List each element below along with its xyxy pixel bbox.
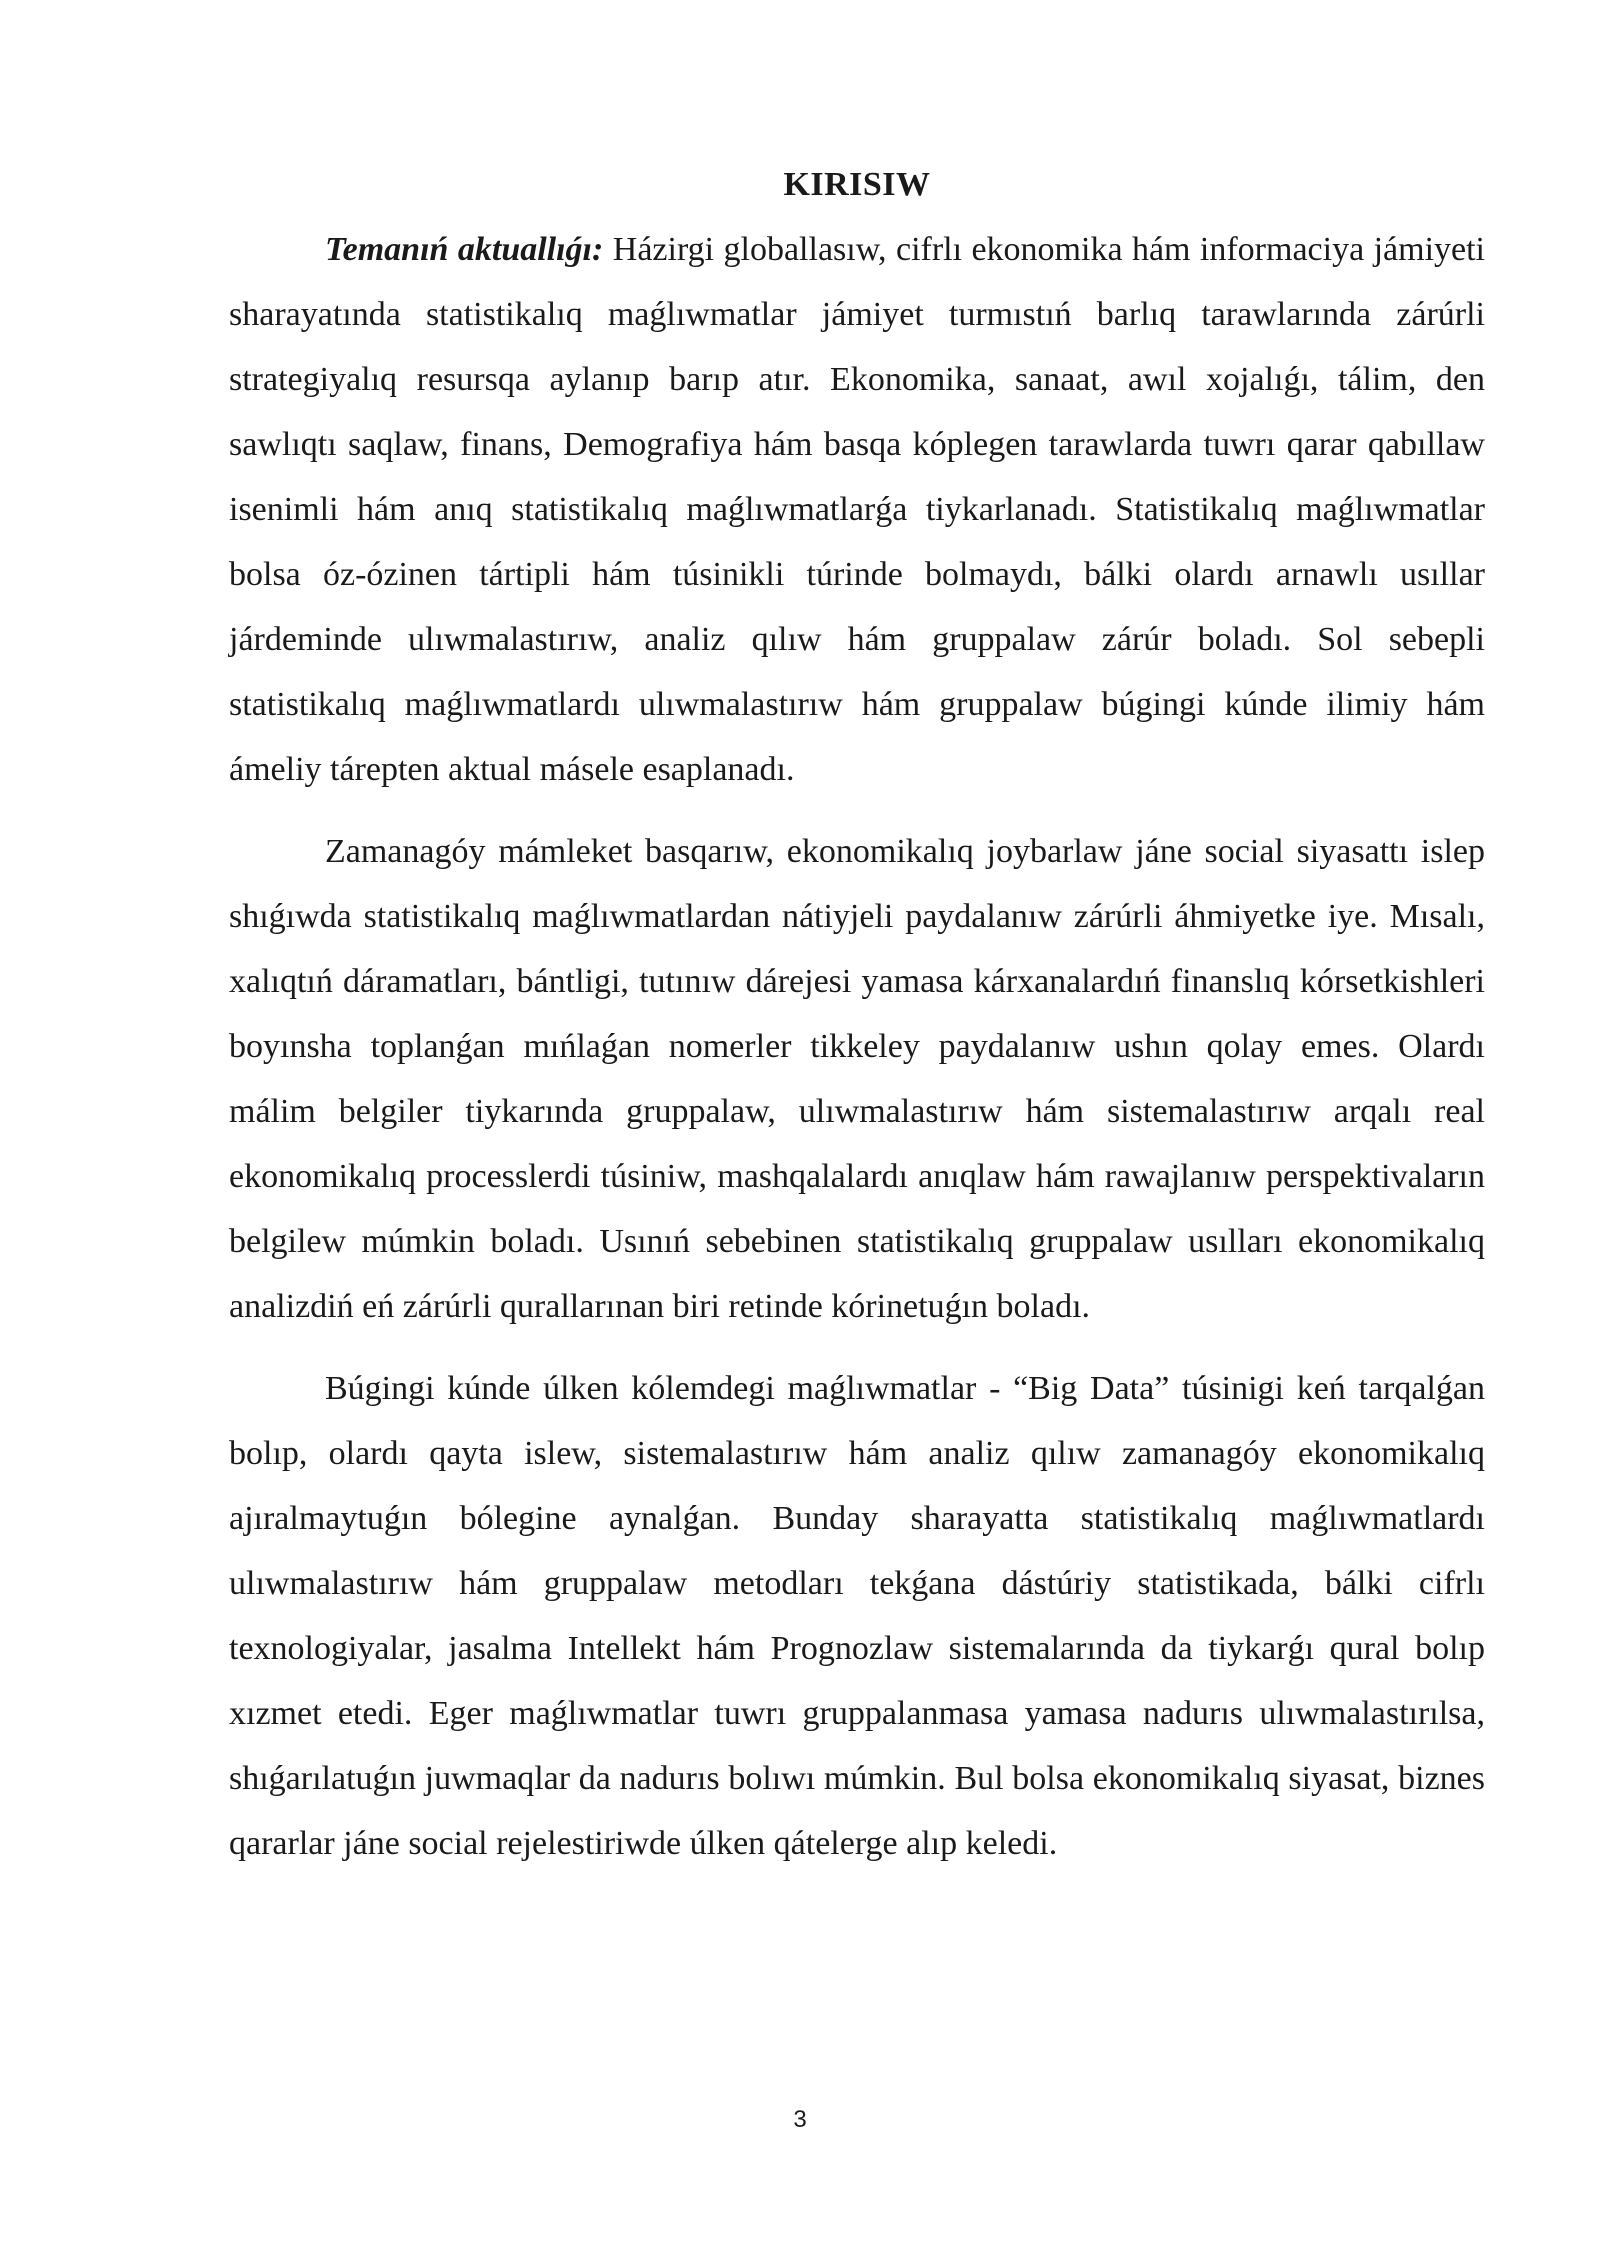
paragraph-text: Zamanagóy mámleket basqarıw, ekonomikalıq joybarlaw jáne social siyasattı islep shıǵıwda statistikalıq maǵlıwmatlardan nátiyjeli paydalanıw zárúrli áhmiyetke iye. Mısalı, xalıqtıń dáramatları, bántligi, tutınıw dárejesi yamasa kárxanalardıń finanslıq kórsetkishleri boyınsha toplanǵan mıńlaǵan nomerler tikkeley paydalanıw ushın qolay emes. Olardı málim belgiler tiykarında gruppalaw, ulıwmalastırıw hám sistemalastırıw arqalı real ekonomikalıq processlerdi túsiniw, mashqalalardı anıqlaw hám rawajlanıw perspektivaların belgilew múmkin boladı. Usınıń sebebinen statistikalıq gruppalaw usılları ekonomikalıq analizdiń eń zárúrli qurallarınan biri retinde kórinetuǵın boladı. [229, 833, 1485, 1325]
paragraph-3 [229, 1356, 1485, 1876]
section-title: KIRISIW [783, 166, 931, 203]
paragraph-text: Búgingi kúnde úlken kólemdegi maǵlıwmatlar - “Big Data” túsinigi keń tarqalǵan bolıp, olardı qayta islew, sistemalastırıw hám analiz qılıw zamanagóy ekonomikalıq ajıralmaytuǵın bólegine aynalǵan. Bunday sharayatta statistikalıq maǵlıwmatlardı ulıwmalastırıw hám gruppalaw metodları tekǵana dástúriy statistikada, bálki cifrlı texnologiyalar, jasalma Intellekt hám Prognozlaw sistemalarında da tiykarǵı qural bolıp xızmet etedi. Eger maǵlıwmatlar tuwrı gruppalanmasa yamasa nadurıs ulıwmalastırılsa, shıǵarılatuǵın juwmaqlar da nadurıs bolıwı múmkin. Bul bolsa ekonomikalıq siyasat, biznes qararlar jáne social rejelestiriwde úlken qátelerge alıp keledi. [229, 1370, 1485, 1862]
page-content [229, 165, 1485, 1876]
paragraph-text: Házirgi globallasıw, cifrlı ekonomika hám informaciya jámiyeti sharayatında statistikalıq maǵlıwmatlar jámiyet turmıstıń barlıq tarawlarında zárúrli strategiyalıq resursqa aylanıp barıp atır. Ekonomika, sanaat, awıl xojalıǵı, tálim, den sawlıqtı saqlaw, finans, Demografiya hám basqa kóplegen tarawlarda tuwrı qarar qabıllaw isenimli hám anıq statistikalıq maǵlıwmatlarǵa tiykarlanadı. Statistikalıq maǵlıwmatlar bolsa óz-ózinen tártipli hám túsinikli túrinde bolmaydı, bálki olardı arnawlı usıllar járdeminde ulıwmalastırıw, analiz qılıw hám gruppalaw zárúr boladı. Sol sebepli statistikalıq maǵlıwmatlardı ulıwmalastırıw hám gruppalaw búgingi kúnde ilimiy hám ámeliy tárepten aktual másele esaplanadı. [229, 231, 1486, 788]
paragraph-2 [229, 819, 1485, 1339]
page-number: 3 [793, 2106, 807, 2133]
paragraph-1 [229, 217, 1485, 802]
paragraph-lead: Temanıń aktuallıǵı: [325, 231, 604, 268]
